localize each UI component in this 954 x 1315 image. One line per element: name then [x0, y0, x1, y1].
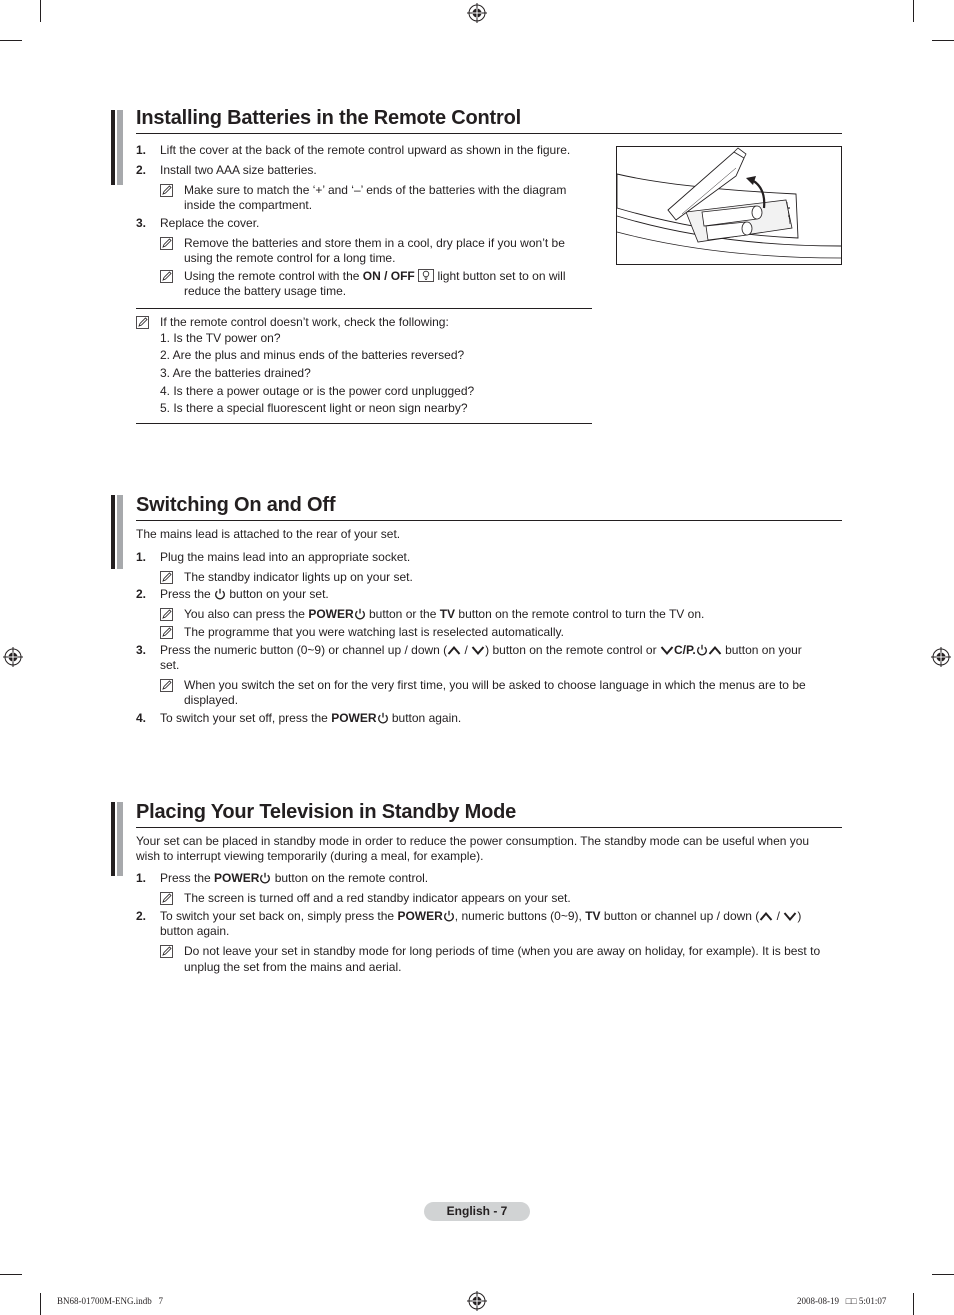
note-text: When you switch the set on for the very first time, you will be asked to choose language in which the menus are to be — [184, 678, 806, 692]
registration-mark-icon — [3, 647, 23, 667]
intro-text: Your set can be placed in standby mode in order to reduce the power consumption. The standby mode can be useful when you — [136, 834, 810, 848]
step-text: To switch your set off, press the POWER button again. — [160, 711, 462, 725]
check-item: 5. Is there a special fluorescent light or neon sign nearby? — [160, 401, 468, 415]
step-text: button again. — [160, 924, 230, 938]
note-icon — [160, 892, 173, 905]
registration-mark-icon — [467, 3, 487, 23]
check-item: 2. Are the plus and minus ends of the batteries reversed? — [160, 348, 465, 362]
chevron-up-icon — [708, 645, 722, 656]
note-icon — [160, 184, 173, 197]
step-number: 2. — [136, 909, 147, 923]
check-item: 1. Is the TV power on? — [160, 331, 281, 345]
step-number: 3. — [136, 643, 147, 657]
note-text: The screen is turned off and a red standby indicator appears on your set. — [184, 891, 571, 905]
crop-mark — [932, 1274, 954, 1275]
note-icon — [160, 270, 173, 283]
step-text: Press the button on your set. — [160, 587, 329, 601]
chevron-down-icon — [783, 911, 797, 922]
note-icon — [160, 608, 173, 621]
section-marker — [111, 802, 123, 876]
note-text: The programme that you were watching last is reselected automatically. — [184, 625, 564, 639]
note-text: Do not leave your set in standby mode for long periods of time (when you are away on holiday, for example). It is best to — [184, 944, 821, 958]
note-text: Make sure to match the ‘+’ and ‘–’ ends of the batteries with the diagram — [184, 183, 567, 197]
step-number: 3. — [136, 216, 147, 230]
step-text: set. — [160, 658, 180, 672]
note-text: displayed. — [184, 693, 239, 707]
step-text: To switch your set back on, simply press the POWER , numeric buttons (0~9), TV button or channel up / down ( / ) — [160, 909, 802, 923]
check-item: 4. Is there a power outage or is the power cord unplugged? — [160, 384, 475, 398]
section-title-switching: Switching On and Off — [136, 494, 336, 516]
chevron-down-icon — [471, 645, 485, 656]
section-title-batteries: Installing Batteries in the Remote Control — [136, 107, 521, 129]
note-text: Using the remote control with the ON / OFF light button set to on will — [184, 269, 566, 283]
step-number: 2. — [136, 587, 147, 601]
step-text: Install two AAA size batteries. — [160, 163, 317, 177]
crop-mark — [40, 0, 41, 22]
power-icon — [377, 712, 389, 724]
crop-mark — [40, 1293, 41, 1315]
light-bulb-icon — [418, 269, 434, 282]
registration-mark-icon — [467, 1291, 487, 1311]
note-icon — [160, 626, 173, 639]
step-text: Press the numeric button (0~9) or channel up / down ( / ) button on the remote control or C/P. button on your — [160, 643, 802, 657]
page-number-badge: English - 7 — [424, 1202, 530, 1221]
step-number: 1. — [136, 143, 147, 157]
note-icon — [160, 571, 173, 584]
section-rule — [136, 133, 842, 134]
crop-mark — [913, 1293, 914, 1315]
note-text: Remove the batteries and store them in a cool, dry place if you won’t be — [184, 236, 565, 250]
step-number: 4. — [136, 711, 147, 725]
crop-mark — [913, 0, 914, 22]
chevron-down-icon — [660, 645, 674, 656]
check-item: 3. Are the batteries drained? — [160, 366, 311, 380]
crop-mark — [932, 40, 954, 41]
power-icon — [214, 588, 226, 600]
power-icon — [443, 910, 455, 922]
chevron-up-icon — [447, 645, 461, 656]
note-icon — [160, 237, 173, 250]
step-text: Plug the mains lead into an appropriate socket. — [160, 550, 411, 564]
divider — [136, 308, 592, 309]
check-intro: If the remote control doesn’t work, check the following: — [160, 315, 449, 329]
section-rule — [136, 520, 842, 521]
footer-file: BN68-01700M-ENG.indb 7 — [57, 1296, 163, 1306]
power-icon — [354, 608, 366, 620]
footer-timestamp: 2008-08-19 □□ 5:01:07 — [797, 1296, 887, 1306]
note-text: inside the compartment. — [184, 198, 313, 212]
note-text: reduce the battery usage time. — [184, 284, 347, 298]
power-icon — [259, 872, 271, 884]
registration-mark-icon — [931, 647, 951, 667]
note-text: The standby indicator lights up on your set. — [184, 570, 413, 584]
step-number: 1. — [136, 550, 147, 564]
step-number: 2. — [136, 163, 147, 177]
chevron-up-icon — [759, 911, 773, 922]
intro-text: wish to interrupt viewing temporarily (during a meal, for example). — [136, 849, 484, 863]
power-icon — [696, 644, 708, 656]
step-number: 1. — [136, 871, 147, 885]
note-icon — [160, 679, 173, 692]
note-icon — [160, 945, 173, 958]
section-marker — [111, 110, 123, 185]
step-text: Lift the cover at the back of the remote control upward as shown in the figure. — [160, 143, 571, 157]
note-text: unplug the set from the mains and aerial. — [184, 960, 402, 974]
note-text: using the remote control for a long time. — [184, 251, 396, 265]
section-rule — [136, 827, 842, 828]
step-text: Replace the cover. — [160, 216, 260, 230]
section-marker — [111, 495, 123, 569]
section-title-standby: Placing Your Television in Standby Mode — [136, 801, 517, 823]
remote-battery-illustration — [616, 146, 842, 265]
divider — [136, 423, 592, 424]
intro-text: The mains lead is attached to the rear of your set. — [136, 527, 401, 541]
note-text: You also can press the POWER button or the TV button on the remote control to turn the TV on. — [184, 607, 705, 621]
crop-mark — [0, 40, 22, 41]
step-text: Press the POWER button on the remote control. — [160, 871, 429, 885]
crop-mark — [0, 1274, 22, 1275]
note-icon — [136, 316, 149, 329]
